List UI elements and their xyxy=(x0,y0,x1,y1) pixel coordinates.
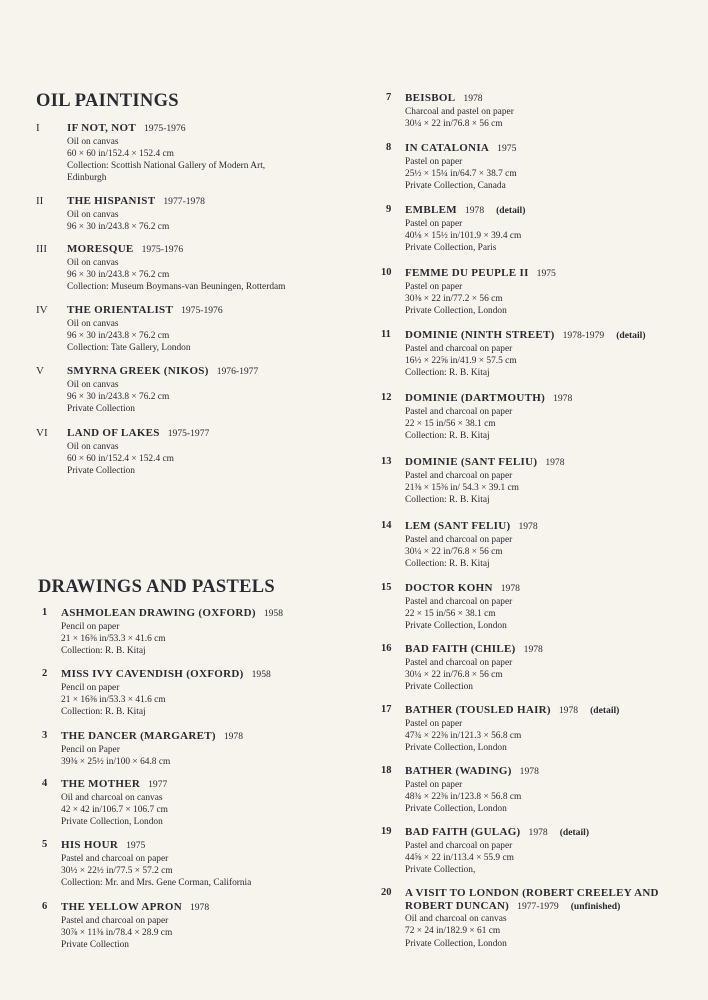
entry-title: IF NOT, NOT xyxy=(67,122,136,134)
entry-title: FEMME DU PEUPLE II xyxy=(405,267,529,279)
entry-dimensions: 60 × 60 in/152.4 × 152.4 cm xyxy=(67,148,174,159)
entry-medium: Pencil on paper xyxy=(61,682,120,693)
entry-medium: Oil on canvas xyxy=(67,318,119,329)
catalogue-entry xyxy=(61,839,251,889)
entry-date: 1978 xyxy=(558,705,579,716)
entry-collection: Collection: Mr. and Mrs. Gene Corman, California xyxy=(61,878,252,889)
entry-number: 15 xyxy=(381,582,392,593)
entry-number: 6 xyxy=(42,901,48,912)
entry-dimensions: 30½ × 22½ in/77.5 × 57.2 cm xyxy=(61,865,173,876)
entry-medium: Pastel on paper xyxy=(405,718,463,729)
catalogue-entry xyxy=(405,704,619,754)
catalogue-entry xyxy=(67,243,285,293)
catalogue-entry xyxy=(405,267,556,317)
entry-collection: Private Collection, London xyxy=(405,306,507,317)
entry-title: LEM (SANT FELIU) xyxy=(405,520,511,532)
entry-number: 13 xyxy=(381,456,392,467)
catalogue-entry xyxy=(61,607,283,657)
catalogue-entry xyxy=(67,365,258,415)
entry-date: 1958 xyxy=(263,608,283,619)
entry-medium: Oil on canvas xyxy=(67,257,119,268)
entry-title: BATHER (WADING) xyxy=(405,765,512,777)
entry-number: VI xyxy=(36,427,48,439)
entry-medium: Pastel on paper xyxy=(405,779,463,790)
entry-medium: Pastel and charcoal on paper xyxy=(405,343,513,354)
entry-number: 14 xyxy=(381,520,392,531)
entry-title: DOMINIE (SANT FELIU) xyxy=(405,456,538,468)
entry-medium: Oil on canvas xyxy=(67,441,119,452)
entry-date: 1978 xyxy=(500,583,520,594)
entry-medium: Pencil on Paper xyxy=(61,744,120,755)
entry-number: 2 xyxy=(42,668,48,679)
entry-dimensions: 72 × 24 in/182.9 × 61 cm xyxy=(405,926,501,937)
entry-collection: Collection: Museum Boymans-van Beuningen, Rotterdam xyxy=(67,282,286,293)
entry-medium: Pastel and charcoal on paper xyxy=(405,657,513,668)
entry-dimensions: 96 × 30 in/243.8 × 76.2 cm xyxy=(67,221,170,232)
entry-title: DOMINIE (NINTH STREET) xyxy=(405,329,555,341)
entry-dimensions: 96 × 30 in/243.8 × 76.2 cm xyxy=(67,391,170,402)
entry-number: I xyxy=(36,122,40,134)
catalogue-entry xyxy=(67,195,205,233)
entry-number: 12 xyxy=(381,392,392,403)
entry-title: LAND OF LAKES xyxy=(67,427,160,439)
catalogue-entry xyxy=(67,304,223,354)
entry-number: 5 xyxy=(42,839,48,850)
entry-note: (detail) xyxy=(559,827,590,838)
entry-date: 1975-1976 xyxy=(181,305,223,316)
entry-medium: Pastel and charcoal on paper xyxy=(405,534,513,545)
catalogue-entry xyxy=(405,520,538,570)
entry-number: 20 xyxy=(381,887,392,898)
entry-title: EMBLEM xyxy=(405,204,457,216)
catalogue-entry xyxy=(405,329,646,379)
entry-date: 1975 xyxy=(497,143,517,154)
entry-collection: Private Collection xyxy=(67,466,135,477)
catalogue-entry xyxy=(67,427,209,477)
entry-title: IN CATALONIA xyxy=(405,142,490,154)
entry-date: 1978-1979 xyxy=(562,330,605,341)
entry-date: 1975-1976 xyxy=(141,244,184,255)
entry-dimensions: 30⅜ × 22 in/77.2 × 56 cm xyxy=(405,293,503,304)
entry-note: (detail) xyxy=(616,330,646,341)
entry-dimensions: 21 × 16⅜ in/53.3 × 41.6 cm xyxy=(61,633,166,644)
entry-number: 10 xyxy=(381,267,392,278)
entry-title: HIS HOUR xyxy=(61,839,119,851)
entry-date: 1978 xyxy=(528,827,548,838)
entry-dimensions: 48¾ × 22⅜ in/123.8 × 56.8 cm xyxy=(405,791,522,802)
entry-title: THE HISPANIST xyxy=(67,195,156,207)
entry-dimensions: 96 × 30 in/243.8 × 76.2 cm xyxy=(67,330,170,341)
entry-note: (detail) xyxy=(590,705,620,716)
entry-number: III xyxy=(36,243,47,255)
entry-title: BEISBOL xyxy=(405,92,456,104)
catalogue-entry xyxy=(405,643,543,693)
entry-collection: Collection: R. B. Kitaj xyxy=(405,431,490,442)
entry-dimensions: 40⅛ × 15½ in/101.9 × 39.4 cm xyxy=(405,230,522,241)
entry-collection: Private Collection, London xyxy=(405,938,507,949)
entry-collection: Private Collection, xyxy=(405,865,476,876)
entry-date: 1978 xyxy=(464,205,485,216)
entry-number: II xyxy=(36,195,44,207)
entry-number: 4 xyxy=(42,778,48,789)
entry-title: THE YELLOW APRON xyxy=(61,901,182,913)
catalogue-entry xyxy=(405,142,517,192)
entry-title: DOMINIE (DARTMOUTH) xyxy=(405,392,546,404)
entry-collection: Private Collection xyxy=(405,682,473,693)
catalogue-entry xyxy=(405,765,539,815)
entry-collection: Collection: Tate Gallery, London xyxy=(67,343,191,354)
entry-date: 1977-1978 xyxy=(163,196,205,207)
entry-title: BAD FAITH (CHILE) xyxy=(405,643,516,655)
entry-collection: Private Collection, London xyxy=(405,743,507,754)
entry-collection: Collection: R. B. Kitaj xyxy=(405,495,490,506)
entry-date: 1978 xyxy=(545,457,565,468)
entry-dimensions: 22 × 15 in/56 × 38.1 cm xyxy=(405,608,496,619)
entry-date: 1978 xyxy=(519,766,539,777)
entry-collection: Private Collection, London xyxy=(405,621,507,632)
catalogue-entry xyxy=(61,778,168,828)
catalogue-entry xyxy=(405,826,589,876)
entry-note: (unfinished) xyxy=(570,900,621,912)
entry-medium: Oil on canvas xyxy=(67,136,119,147)
entry-collection: Private Collection, London xyxy=(61,817,163,828)
entry-title: SMYRNA GREEK (NIKOS) xyxy=(67,365,209,377)
entry-dimensions: 60 × 60 in/152.4 × 152.4 cm xyxy=(67,453,174,464)
entry-title: MORESQUE xyxy=(67,243,134,255)
entry-dimensions: 44⅝ × 22 in/113.4 × 55.9 cm xyxy=(405,852,514,863)
entry-title: DOCTOR KOHN xyxy=(405,582,493,594)
entry-medium: Pencil on paper xyxy=(61,621,120,632)
entry-title: BAD FAITH (GULAG) xyxy=(405,826,521,838)
entry-collection: Private Collection xyxy=(67,404,135,415)
entry-date: 1978 xyxy=(553,393,573,404)
entry-date: 1978 xyxy=(189,902,210,913)
catalogue-entry xyxy=(61,901,209,951)
entry-dimensions: 30¼ × 22 in/76.8 × 56 cm xyxy=(405,118,503,129)
entry-number: 9 xyxy=(386,204,392,215)
entry-number: IV xyxy=(36,304,48,316)
entry-dimensions: 30⅞ × 11⅜ in/78.4 × 28.9 cm xyxy=(61,927,173,938)
entry-dimensions: 42 × 42 in/106.7 × 106.7 cm xyxy=(61,804,168,815)
entry-medium: Pastel and charcoal on paper xyxy=(61,915,169,926)
entry-collection-cont: Edinburgh xyxy=(67,173,107,184)
catalogue-entry xyxy=(61,668,271,718)
entry-title: THE DANCER (MARGARET) xyxy=(61,730,216,742)
entry-medium: Pastel and charcoal on paper xyxy=(61,853,169,864)
entry-medium: Oil and charcoal on canvas xyxy=(405,914,507,924)
entry-note: (detail) xyxy=(496,205,526,216)
entry-collection: Private Collection, Paris xyxy=(405,243,497,254)
section-title-drawings-and-pastels: DRAWINGS AND PASTELS xyxy=(38,577,275,597)
catalogue-entry xyxy=(405,456,565,506)
entry-dimensions: 96 × 30 in/243.8 × 76.2 cm xyxy=(67,269,170,280)
entry-dimensions: 30¼ × 22 in/76.8 × 56 cm xyxy=(405,546,503,557)
entry-collection: Collection: R. B. Kitaj xyxy=(405,368,490,379)
entry-date: 1977 xyxy=(148,779,168,790)
entry-number: 3 xyxy=(42,730,48,741)
entry-number: 16 xyxy=(381,643,392,654)
entry-date: 1976-1977 xyxy=(216,366,259,377)
entry-number: V xyxy=(36,365,44,377)
entry-title: MISS IVY CAVENDISH (OXFORD) xyxy=(61,668,244,680)
entry-number: 17 xyxy=(381,704,392,715)
entry-medium: Oil on canvas xyxy=(67,209,119,220)
entry-title: BATHER (TOUSLED HAIR) xyxy=(405,704,551,716)
catalogue-entry xyxy=(405,392,572,442)
entry-dimensions: 39⅜ × 25½ in/100 × 64.8 cm xyxy=(61,756,171,767)
entry-date: 1975-1976 xyxy=(144,123,186,134)
entry-collection: Collection: R. B. Kitaj xyxy=(405,559,490,570)
entry-dimensions: 47¾ × 22⅜ in/121.3 × 56.8 cm xyxy=(405,730,522,741)
catalogue-entry xyxy=(67,122,265,185)
entry-number: 1 xyxy=(42,607,48,618)
entry-medium: Pastel on paper xyxy=(405,218,463,229)
entry-number: 18 xyxy=(381,765,392,776)
entry-collection: Collection: R. B. Kitaj xyxy=(61,707,146,718)
entry-date: 1978 xyxy=(223,731,243,742)
entry-dimensions: 21 × 16⅜ in/53.3 × 41.6 cm xyxy=(61,694,166,705)
entry-medium: Oil on canvas xyxy=(67,379,119,390)
catalogue-entry xyxy=(405,582,520,632)
entry-date: 1975 xyxy=(536,268,556,279)
catalogue-entry xyxy=(405,204,525,254)
entry-date: 1975 xyxy=(126,840,146,851)
entry-date: 1978 xyxy=(523,644,543,655)
entry-dimensions: 22 × 15 in/56 × 38.1 cm xyxy=(405,418,496,429)
entry-collection: Private Collection, London xyxy=(405,804,507,815)
entry-date: 1958 xyxy=(251,669,271,680)
entry-dimensions: 16½ × 22⅝ in/41.9 × 57.5 cm xyxy=(405,355,517,366)
entry-collection: Private Collection xyxy=(61,940,129,951)
entry-collection: Collection: R. B. Kitaj xyxy=(61,646,146,657)
entry-number: 11 xyxy=(381,329,391,340)
catalogue-entry xyxy=(405,92,514,130)
entry-number: 8 xyxy=(386,142,392,153)
entry-medium: Pastel on paper xyxy=(405,281,463,292)
catalogue-entry xyxy=(405,887,705,950)
entry-medium: Pastel and charcoal on paper xyxy=(405,596,513,607)
entry-dimensions: 25½ × 15¼ in/64.7 × 38.7 cm xyxy=(405,168,517,179)
entry-dimensions: 30¼ × 22 in/76.8 × 56 cm xyxy=(405,669,503,680)
entry-date: 1978 xyxy=(518,521,538,532)
entry-title: THE MOTHER xyxy=(61,778,141,790)
entry-medium: Pastel and charcoal on paper xyxy=(405,470,513,481)
catalogue-entry xyxy=(61,730,243,768)
entry-medium: Charcoal and pastel on paper xyxy=(405,106,514,117)
entry-number: 7 xyxy=(386,92,392,103)
entry-collection: Private Collection, Canada xyxy=(405,181,506,192)
entry-date: 1975-1977 xyxy=(167,428,210,439)
entry-medium: Pastel and charcoal on paper xyxy=(405,840,513,851)
entry-medium: Oil and charcoal on canvas xyxy=(61,792,163,803)
entry-medium: Pastel and charcoal on paper xyxy=(405,406,513,417)
entry-number: 19 xyxy=(381,826,392,837)
entry-title: A VISIT TO LONDON (ROBERT CREELEY AND ROBERT DUNCAN) xyxy=(405,887,659,912)
entry-medium: Pastel on paper xyxy=(405,156,463,167)
entry-dimensions: 21⅜ × 15⅜ in/ 54.3 × 39.1 cm xyxy=(405,482,519,493)
entry-title: ASHMOLEAN DRAWING (OXFORD) xyxy=(61,607,256,619)
entry-title: THE ORIENTALIST xyxy=(67,304,174,316)
entry-date: 1978 xyxy=(463,93,483,104)
section-title-oil-paintings: OIL PAINTINGS xyxy=(36,91,179,111)
entry-collection: Collection: Scottish National Gallery of Modern Art, xyxy=(67,161,266,172)
entry-date: 1977-1979 xyxy=(517,900,559,912)
